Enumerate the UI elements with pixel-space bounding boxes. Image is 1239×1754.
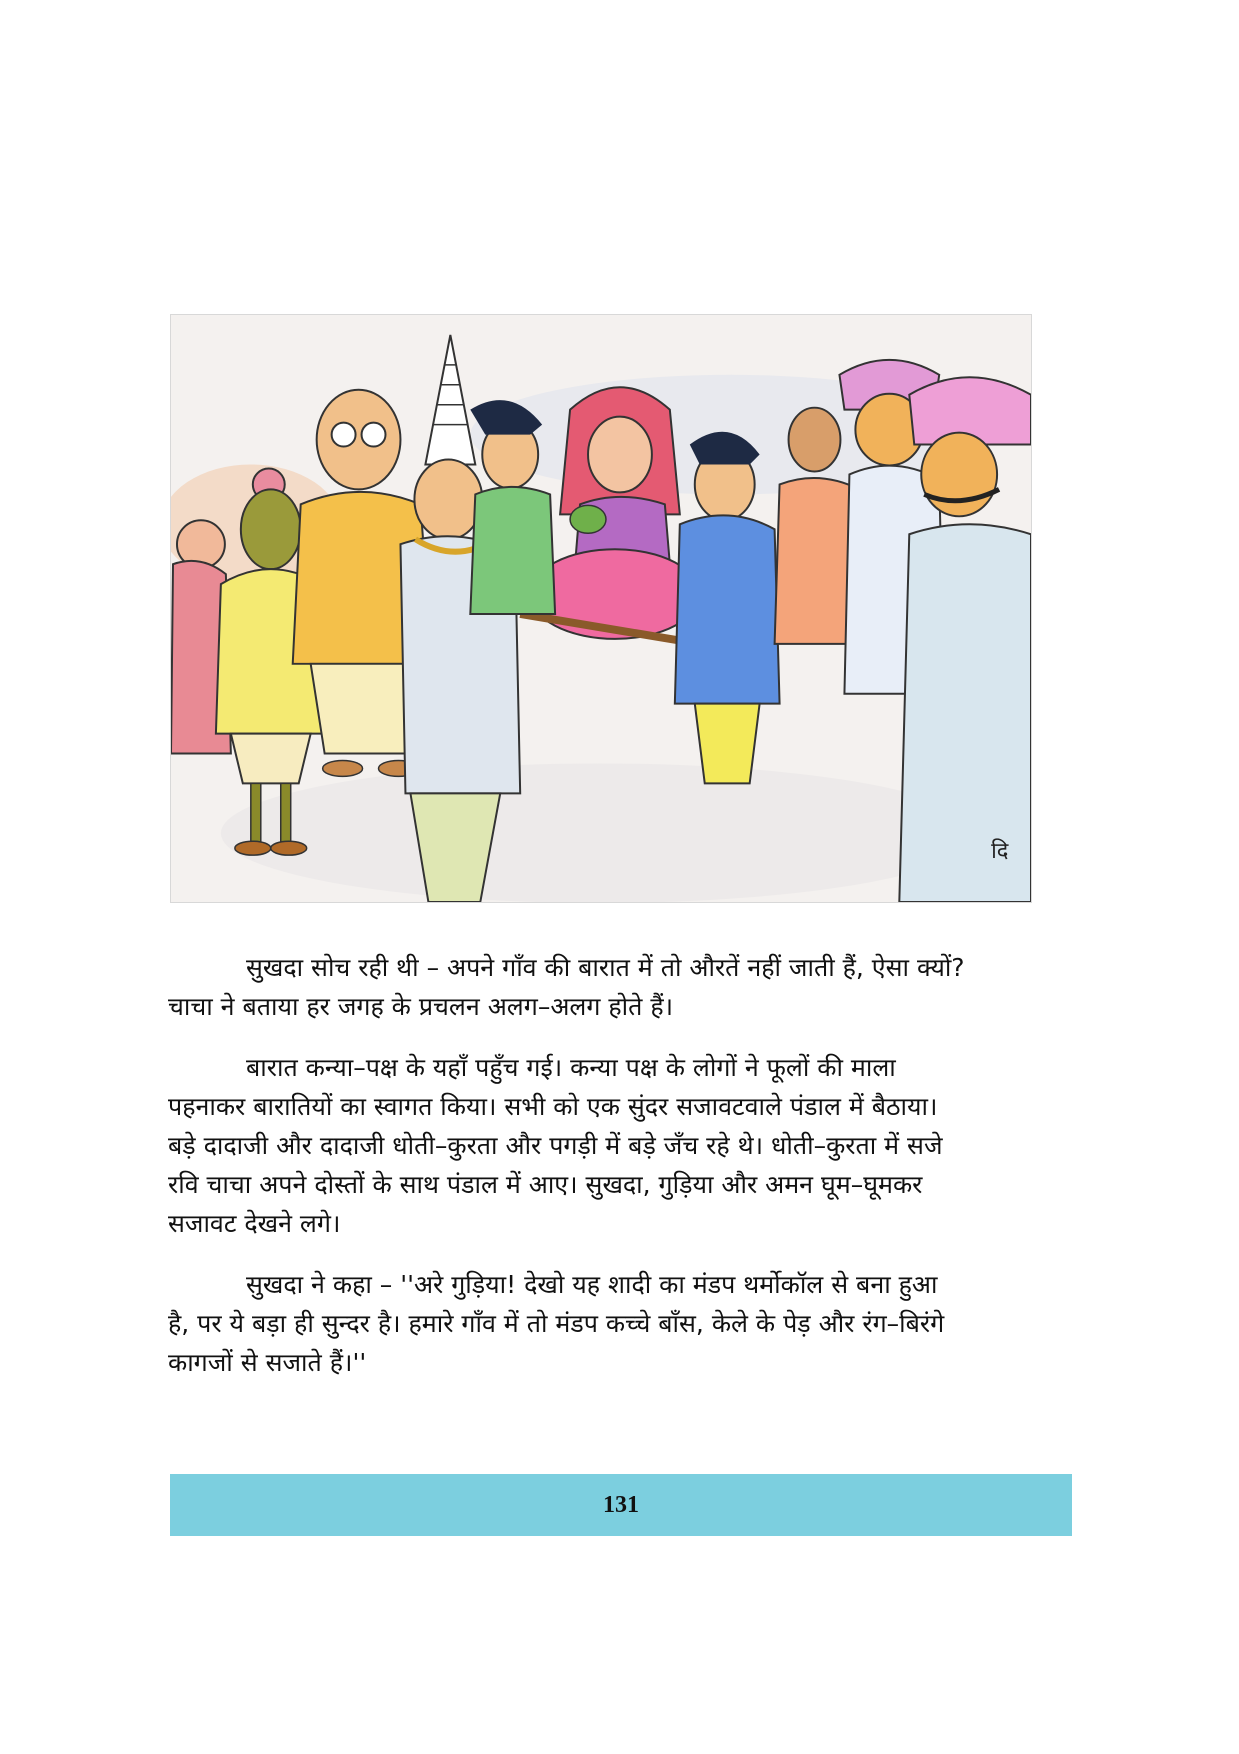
paragraph-3-line-1: सुखदा ने कहा – ''अरे गुड़िया! देखो यह शादी का मंडप थर्मोकॉल से बना हुआ [246,1270,938,1299]
paragraph-1 [168,948,1076,1026]
paragraph-2-line-5: सजावट देखने लगे। [168,1209,341,1238]
paragraph-2-line-1: बारात कन्या–पक्ष के यहाँ पहुँच गई। कन्या पक्ष के लोगों ने फूलों की माला [246,1053,896,1082]
paragraph-2-line-4: रवि चाचा अपने दोस्तों के साथ पंडाल में आए। सुखदा, गुड़िया और अमन घूम–घूमकर [168,1170,923,1199]
paragraph-2-line-3: बड़े दादाजी और दादाजी धोती–कुरता और पगड़ी में बड़े जँच रहे थे। धोती–कुरता में सजे [168,1131,943,1160]
paragraph-3 [168,1265,1076,1382]
paragraph-2 [168,1048,1076,1243]
artist-signature: दि [991,839,1009,865]
story-text [168,948,1076,1404]
paragraph-2-line-2: पहनाकर बारातियों का स्वागत किया। सभी को एक सुंदर सजावटवाले पंडाल में बैठाया। [168,1092,938,1121]
page-footer-band [170,1474,1072,1536]
paragraph-1-line-2: चाचा ने बताया हर जगह के प्रचलन अलग–अलग होते हैं। [168,992,674,1021]
wedding-procession-illustration [170,314,1032,903]
illustration-drawing [171,315,1031,902]
page-number: 131 [603,1491,639,1518]
paragraph-3-line-3: कागजों से सजाते हैं।'' [168,1348,367,1377]
paragraph-1-line-1: सुखदा सोच रही थी – अपने गाँव की बारात में तो औरतें नहीं जाती हैं, ऐसा क्यों? [246,953,965,982]
paragraph-3-line-2: है, पर ये बड़ा ही सुन्दर है। हमारे गाँव में तो मंडप कच्चे बाँस, केले के पेड़ और रंग–बिरंगे [168,1309,945,1338]
